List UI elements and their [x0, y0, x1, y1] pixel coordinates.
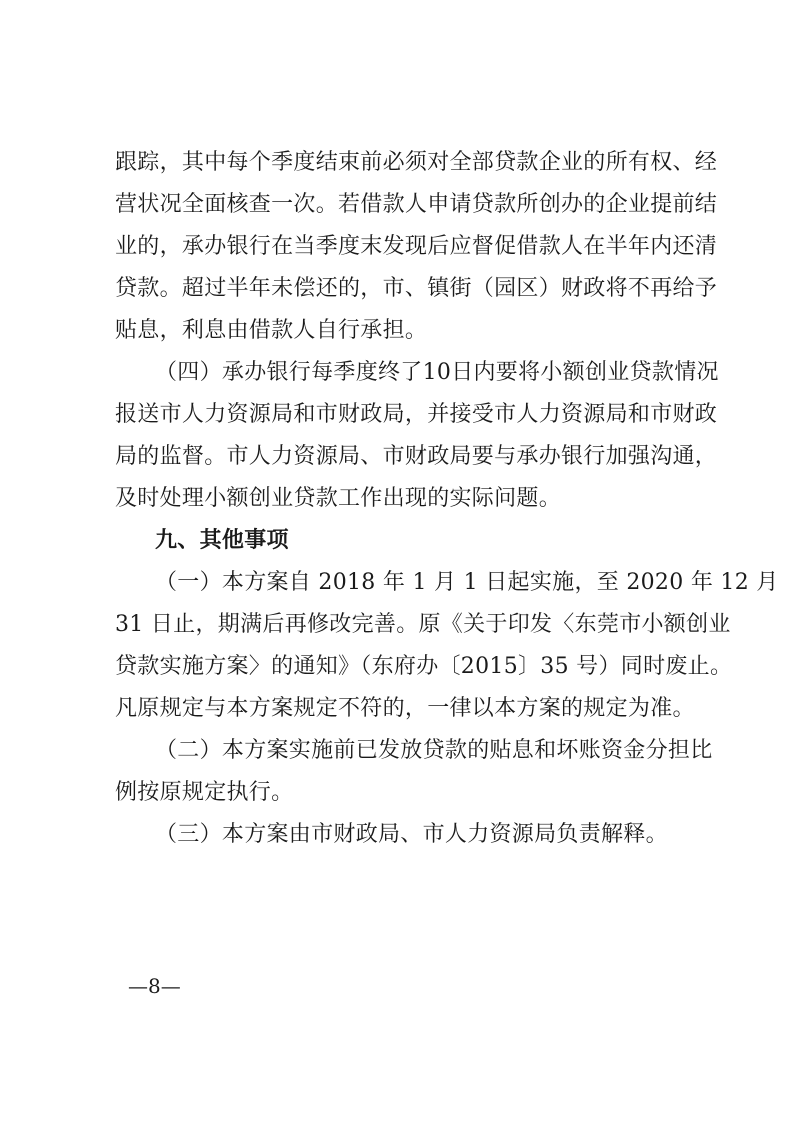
paragraph-line: （三）本方案由市财政局、市人力资源局负责解释。 — [155, 822, 668, 847]
paragraph-line: 31 日止，期满后再修改完善。原《关于印发〈东莞市小额创业 — [115, 612, 731, 637]
paragraph-line: （一）本方案自 2018 年 1 月 1 日起实施，至 2020 年 12 月 — [155, 570, 779, 595]
paragraph-line: 及时处理小额创业贷款工作出现的实际问题。 — [115, 486, 562, 511]
paragraph-line: （四）承办银行每季度终了10日内要将小额创业贷款情况 — [155, 360, 719, 385]
paragraph-line: 局的监督。市人力资源局、市财政局要与承办银行加强沟通， — [115, 444, 718, 469]
paragraph-line: 凡原规定与本方案规定不符的，一律以本方案的规定为准。 — [115, 696, 695, 721]
paragraph-line: 例按原规定执行。 — [115, 780, 294, 805]
paragraph-line: 跟踪，其中每个季度结束前必须对全部贷款企业的所有权、经 — [115, 150, 718, 175]
paragraph-line: 报送市人力资源局和市财政局，并接受市人力资源局和市财政 — [115, 402, 718, 427]
paragraph-line: 营状况全面核查一次。若借款人申请贷款所创办的企业提前结 — [115, 192, 718, 217]
paragraph-line: 贴息，利息由借款人自行承担。 — [115, 318, 428, 343]
section-heading: 九、其他事项 — [155, 528, 289, 553]
paragraph-line: 业的，承办银行在当季度末发现后应督促借款人在半年内还清 — [115, 234, 718, 259]
page-number: —8— — [128, 974, 181, 998]
paragraph-line: 贷款实施方案〉的通知》（东府办〔2015〕35 号）同时废止。 — [115, 654, 733, 679]
paragraph-line: 贷款。超过半年未偿还的，市、镇街（园区）财政将不再给予 — [115, 276, 718, 301]
paragraph-line: （二）本方案实施前已发放贷款的贴息和坏账资金分担比 — [155, 738, 713, 763]
